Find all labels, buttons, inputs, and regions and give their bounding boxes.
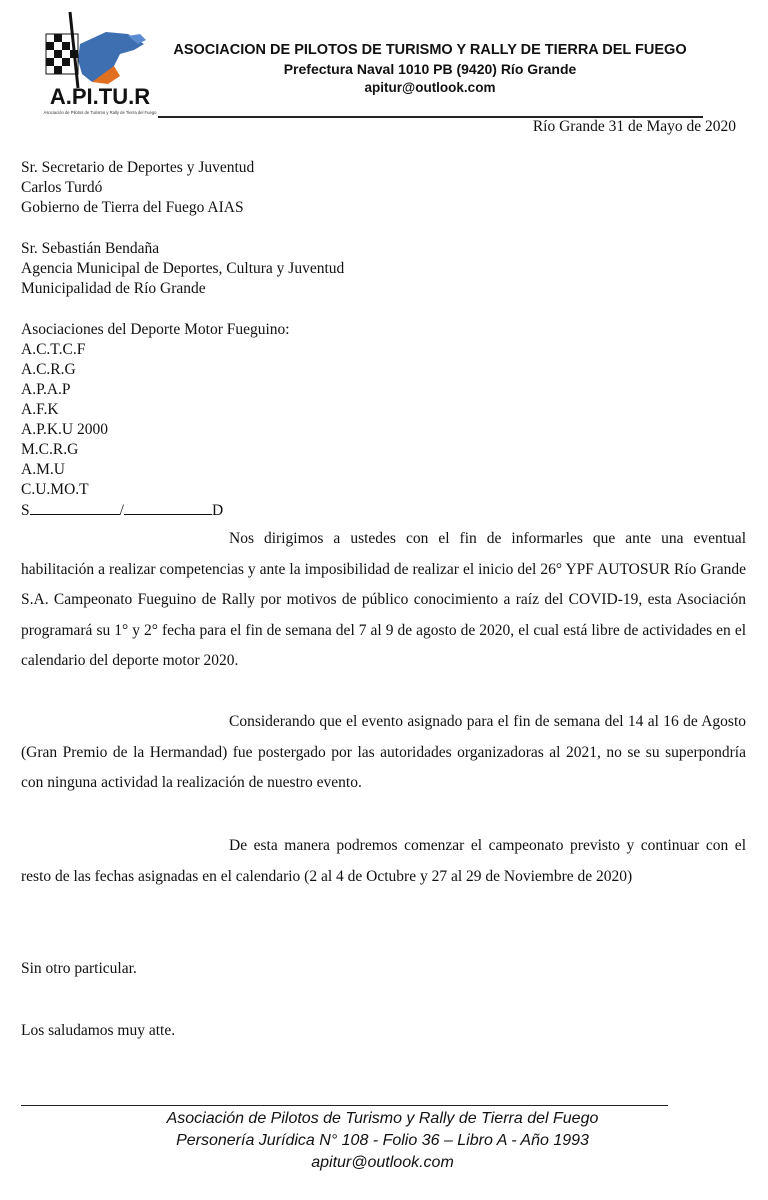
paragraph-text: Nos dirigimos a ustedes con el fin de informarles que ante una eventual habilitación a realizar competencias y ante la imposibilidad de realizar el inicio del 26° YPF AUTOSUR Río Grande S.A. Campeonato Fueguino de Rally por motivos de público conocimiento a raíz del COVID-19, esta Asociación programará su 1° y 2° fecha para el fin de semana del 7 al 9 de agosto de 2020, el cual está libre de actividades en el calendario del deporte motor 2020. (21, 530, 746, 669)
closing-line: Los saludamos muy atte. (21, 1022, 176, 1039)
footer-line-2: Personería Jurídica N° 108 - Folio 36 – Libro A - Año 1993 (176, 1132, 589, 1149)
letterhead-title: ASOCIACION DE PILOTOS DE TURISMO Y RALLY DE TIERRA DEL FUEGO (173, 42, 687, 58)
recipient-line: Agencia Municipal de Deportes, Cultura y Juventud (21, 260, 345, 277)
sd-end: D (211, 502, 224, 519)
association-item: A.M.U (21, 461, 65, 478)
recipient-line: Carlos Turdó (21, 179, 103, 196)
body-paragraph-1 (21, 524, 746, 677)
recipient-line: Municipalidad de Río Grande (21, 280, 206, 297)
association-item: A.P.A.P (21, 381, 71, 398)
letter-date: Río Grande 31 de Mayo de 2020 (532, 118, 736, 135)
checkered-flag-icon (46, 12, 78, 88)
letterhead-email: apitur@outlook.com (364, 80, 496, 95)
footer-line-3: apitur@outlook.com (311, 1154, 454, 1171)
recipient-line: Sr. Sebastián Bendaña (21, 240, 160, 257)
association-item: A.C.T.C.F (21, 341, 86, 358)
association-item: A.P.K.U 2000 (21, 421, 108, 438)
logo-text: A.PI.TU.R (49, 84, 151, 109)
footer-line-1: Asociación de Pilotos de Turismo y Rally de Tierra del Fuego (166, 1110, 599, 1127)
footer-divider (21, 1105, 668, 1106)
association-item: M.C.R.G (21, 441, 79, 458)
paragraph-text: Considerando que el evento asignado para el fin de semana del 14 al 16 de Agosto (Gran Premio de la Hermandad) fue postergado por las autoridades organizadoras al 2021, no se su superpondría con ninguna actividad la realización de nuestro evento. (21, 713, 746, 791)
associations-heading: Asociaciones del Deporte Motor Fueguino: (21, 321, 290, 338)
paragraph-text: De esta manera podremos comenzar el campeonato previsto y continuar con el resto de las fechas asignadas en el calendario (2 al 4 de Octubre y 27 al 29 de Noviembre de 2020) (21, 837, 746, 885)
body-paragraph-2 (21, 707, 746, 799)
letterhead-address: Prefectura Naval 1010 PB (9420) Río Grande (283, 61, 577, 77)
salutation-sd (21, 500, 223, 521)
recipient-line: Sr. Secretario de Deportes y Juventud (21, 159, 255, 176)
recipient-line: Gobierno de Tierra del Fuego AIAS (21, 199, 244, 216)
association-item: C.U.MO.T (21, 481, 89, 498)
association-item: A.C.R.G (21, 361, 76, 378)
association-item: A.F.K (21, 401, 59, 418)
blank-line (124, 500, 212, 515)
sd-separator: / (119, 502, 124, 519)
body-paragraph-3 (21, 831, 746, 892)
blank-line (30, 500, 120, 515)
apitur-logo (28, 4, 172, 116)
sd-start: S (21, 502, 30, 519)
closing-line: Sin otro particular. (21, 960, 137, 977)
logo-small-text: Asociación de Pilotos de Turismo y Rally de Tierra del Fuego (43, 110, 157, 115)
